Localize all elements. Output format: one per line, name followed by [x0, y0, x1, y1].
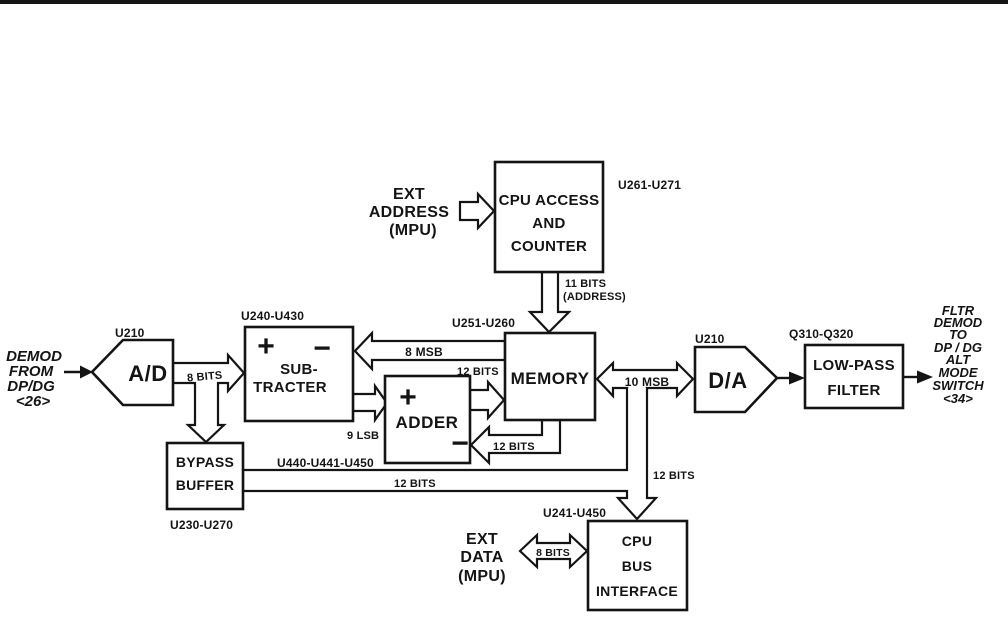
ext-data-label-3: (MPU): [458, 568, 506, 585]
ext-address-label-2: ADDRESS: [368, 204, 450, 221]
memory-label: MEMORY: [510, 369, 590, 388]
ext-data-label-2: DATA: [460, 549, 504, 566]
filter-out-label-1: FLTR: [941, 303, 975, 318]
memory-ref: U251-U260: [452, 316, 516, 330]
subtracter-minus-sign: −: [313, 332, 331, 365]
bypass-buffer-ref: U230-U270: [170, 518, 234, 532]
msb8-label: 8 MSB: [405, 345, 443, 359]
ext-address-label-1: EXT: [392, 186, 426, 203]
adder-label: ADDER: [395, 413, 459, 432]
filter-out-label-5: ALT: [945, 352, 971, 367]
filter-out-label-3: TO: [949, 327, 967, 342]
demod-in-label-4: <26>: [15, 393, 51, 410]
low-pass-filter-label-2: FILTER: [827, 382, 881, 399]
cpu-bus-interface-label-1: CPU: [621, 533, 653, 549]
filter-out-label-8: <34>: [943, 391, 973, 406]
dac-to-filter-arrowhead: [789, 372, 805, 385]
demod-in-label-3: DP/DG: [7, 378, 55, 395]
adc-bus-width-label: 8 BITS: [186, 369, 223, 385]
filter-out-label-2: DEMOD: [933, 315, 983, 330]
low-pass-filter-ref: Q310-Q320: [789, 327, 854, 341]
ext-data-width-label: 8 BITS: [536, 547, 570, 559]
subtracter-ref: U240-U430: [241, 309, 305, 323]
cpu-access-label-2: AND: [532, 215, 566, 232]
bypass-bus-ref: U440-U441-U450: [277, 456, 374, 470]
subtracter-to-adder-arrow: [353, 386, 387, 420]
subtracter-label-1: SUB-: [280, 361, 318, 378]
cpu-access-ref: U261-U271: [618, 178, 682, 192]
adc-label: A/D: [128, 361, 168, 386]
adder-to-memory-width-label: 12 BITS: [457, 366, 499, 378]
bypass-buffer-label-2: BUFFER: [175, 477, 235, 493]
cpu-access-label-1: CPU ACCESS: [498, 192, 600, 209]
bypass-buffer-label-1: BYPASS: [175, 454, 235, 470]
subtracter-plus-sign: +: [257, 330, 275, 363]
adder-to-memory-arrow: [470, 382, 504, 418]
cpu-bus-interface-label-2: BUS: [621, 558, 653, 574]
subtracter-label-2: TRACTER: [253, 379, 327, 396]
cpu-bus-interface-label-3: INTERFACE: [595, 583, 679, 599]
cpu-bus-interface-ref: U241-U450: [543, 506, 607, 520]
lsb9-label: 9 LSB: [347, 430, 380, 442]
filter-output-arrowhead: [917, 371, 933, 384]
memory-to-adder-width-label: 12 BITS: [493, 441, 535, 453]
filter-out-label-6: MODE: [938, 365, 978, 380]
bypass-bus-width-label: 12 BITS: [394, 478, 436, 490]
demod-in-label-1: DEMOD: [6, 348, 62, 365]
adc-ref: U210: [115, 326, 145, 340]
ext-address-label-3: (MPU): [389, 222, 437, 239]
adder-plus-sign: +: [399, 381, 417, 414]
filter-out-label-4: DP / DG: [934, 340, 982, 355]
adc-output-bus-arrow: [173, 355, 244, 442]
dac-label: D/A: [708, 368, 748, 393]
low-pass-filter-label-1: LOW-PASS: [813, 357, 895, 374]
filter-out-label-7: SWITCH: [932, 378, 984, 393]
address-bus-width-label: 11 BITS: [565, 278, 607, 290]
ext-address-arrow: [460, 194, 494, 228]
bypass-buffer-block: [167, 443, 243, 509]
msb10-label: 10 MSB: [624, 375, 670, 389]
adder-minus-sign: −: [451, 427, 469, 460]
demod-in-label-2: FROM: [8, 363, 54, 380]
cpu-access-label-3: COUNTER: [510, 238, 588, 255]
dac-ref: U210: [695, 332, 725, 346]
cpu-bus-width-label: 12 BITS: [653, 470, 695, 482]
ext-data-label-1: EXT: [465, 531, 499, 548]
page-edge-artifact: [0, 0, 1008, 4]
address-bus-width-label-2: (ADDRESS): [563, 291, 626, 303]
